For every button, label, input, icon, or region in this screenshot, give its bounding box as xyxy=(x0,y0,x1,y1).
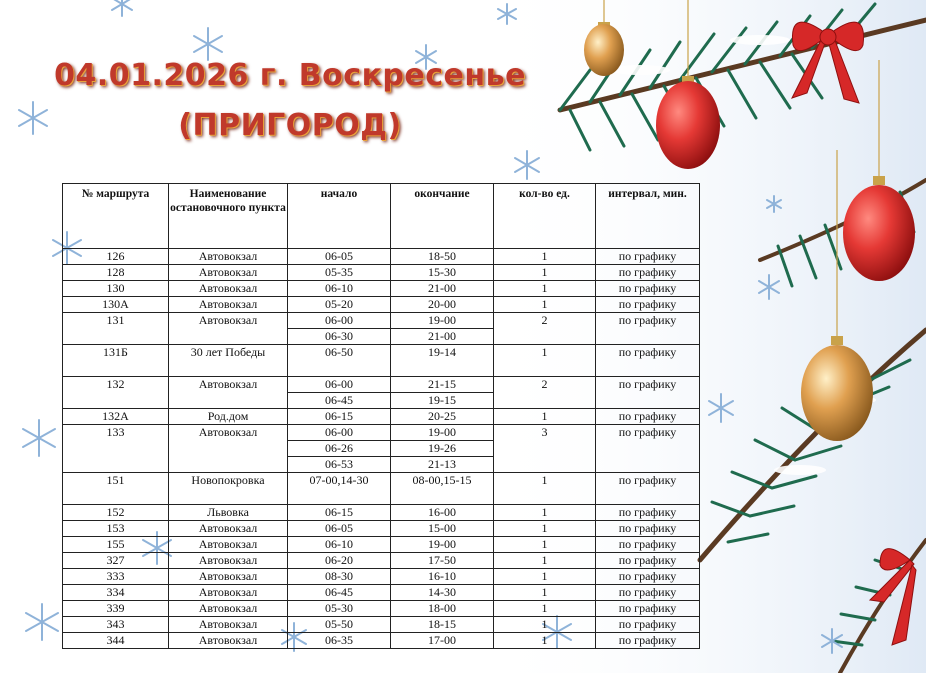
start-time-cell: 05-50 xyxy=(288,617,391,633)
table-row xyxy=(63,569,700,585)
end-time-cell: 14-30 xyxy=(391,585,494,601)
end-time-cell: 20-00 xyxy=(391,297,494,313)
end-time-cell: 19-00 xyxy=(391,537,494,553)
start-time-cell: 06-00 xyxy=(288,377,391,393)
start-time-cell: 06-50 xyxy=(288,345,391,377)
end-time-cell: 18-50 xyxy=(391,249,494,265)
table-row xyxy=(63,281,700,297)
units-count-cell: 1 xyxy=(494,585,596,601)
route-number-cell: 131 xyxy=(63,313,169,345)
route-number-cell: 334 xyxy=(63,585,169,601)
stop-name-cell: Род.дом xyxy=(169,409,288,425)
route-number-cell: 153 xyxy=(63,521,169,537)
start-time-cell: 06-35 xyxy=(288,633,391,649)
units-count-cell: 1 xyxy=(494,537,596,553)
stop-name-cell: 30 лет Победы xyxy=(169,345,288,377)
start-time-cell: 06-45 xyxy=(288,585,391,601)
end-time-cell: 19-26 xyxy=(391,441,494,457)
interval-cell: по графику xyxy=(596,553,700,569)
end-time-cell: 17-50 xyxy=(391,553,494,569)
header-start: начало xyxy=(288,184,391,249)
page-subtitle: (ПРИГОРОД) xyxy=(178,108,402,143)
route-number-cell: 344 xyxy=(63,633,169,649)
end-time-cell: 19-00 xyxy=(391,313,494,329)
interval-cell: по графику xyxy=(596,281,700,297)
header-route: № маршрута xyxy=(63,184,169,249)
interval-cell: по графику xyxy=(596,521,700,537)
interval-cell: по графику xyxy=(596,585,700,601)
units-count-cell: 1 xyxy=(494,569,596,585)
route-number-cell: 133 xyxy=(63,425,169,473)
units-count-cell: 1 xyxy=(494,553,596,569)
header-interval: интервал, мин. xyxy=(596,184,700,249)
end-time-cell: 16-10 xyxy=(391,569,494,585)
start-time-cell: 06-53 xyxy=(288,457,391,473)
stop-name-cell: Автовокзал xyxy=(169,553,288,569)
units-count-cell: 1 xyxy=(494,265,596,281)
start-time-cell: 07-00,14-30 xyxy=(288,473,391,505)
stop-name-cell: Автовокзал xyxy=(169,633,288,649)
table-row xyxy=(63,345,700,377)
end-time-cell: 15-30 xyxy=(391,265,494,281)
stop-name-cell: Автовокзал xyxy=(169,249,288,265)
route-number-cell: 128 xyxy=(63,265,169,281)
route-number-cell: 327 xyxy=(63,553,169,569)
table-row xyxy=(63,377,700,393)
end-time-cell: 19-15 xyxy=(391,393,494,409)
interval-cell: по графику xyxy=(596,297,700,313)
table-row xyxy=(63,553,700,569)
interval-cell: по графику xyxy=(596,425,700,473)
interval-cell: по графику xyxy=(596,265,700,281)
stop-name-cell: Автовокзал xyxy=(169,425,288,473)
route-number-cell: 130А xyxy=(63,297,169,313)
units-count-cell: 1 xyxy=(494,297,596,313)
start-time-cell: 06-00 xyxy=(288,313,391,329)
route-number-cell: 339 xyxy=(63,601,169,617)
route-number-cell: 152 xyxy=(63,505,169,521)
interval-cell: по графику xyxy=(596,249,700,265)
units-count-cell: 1 xyxy=(494,409,596,425)
stop-name-cell: Автовокзал xyxy=(169,281,288,297)
units-count-cell: 1 xyxy=(494,281,596,297)
units-count-cell: 1 xyxy=(494,617,596,633)
route-number-cell: 132 xyxy=(63,377,169,409)
page-title: 04.01.2026 г. Воскресенье xyxy=(54,58,526,93)
end-time-cell: 21-15 xyxy=(391,377,494,393)
stop-name-cell: Автовокзал xyxy=(169,569,288,585)
table-row xyxy=(63,521,700,537)
interval-cell: по графику xyxy=(596,409,700,425)
units-count-cell: 1 xyxy=(494,633,596,649)
route-number-cell: 126 xyxy=(63,249,169,265)
table-row xyxy=(63,585,700,601)
table-row xyxy=(63,249,700,265)
stop-name-cell: Автовокзал xyxy=(169,537,288,553)
end-time-cell: 18-15 xyxy=(391,617,494,633)
route-number-cell: 343 xyxy=(63,617,169,633)
header-stop: Наименование остановочного пункта xyxy=(169,184,288,249)
table-row xyxy=(63,601,700,617)
start-time-cell: 06-00 xyxy=(288,425,391,441)
stop-name-cell: Автовокзал xyxy=(169,617,288,633)
table-row xyxy=(63,425,700,441)
start-time-cell: 06-10 xyxy=(288,537,391,553)
stop-name-cell: Новопокровка xyxy=(169,473,288,505)
units-count-cell: 2 xyxy=(494,313,596,345)
end-time-cell: 08-00,15-15 xyxy=(391,473,494,505)
stop-name-cell: Автовокзал xyxy=(169,297,288,313)
start-time-cell: 05-30 xyxy=(288,601,391,617)
start-time-cell: 05-35 xyxy=(288,265,391,281)
table-row xyxy=(63,617,700,633)
units-count-cell: 1 xyxy=(494,345,596,377)
end-time-cell: 19-14 xyxy=(391,345,494,377)
start-time-cell: 08-30 xyxy=(288,569,391,585)
schedule-table xyxy=(62,183,700,649)
table-header-row xyxy=(63,184,700,249)
route-number-cell: 151 xyxy=(63,473,169,505)
stop-name-cell: Автовокзал xyxy=(169,377,288,409)
start-time-cell: 06-20 xyxy=(288,553,391,569)
interval-cell: по графику xyxy=(596,313,700,345)
route-number-cell: 132А xyxy=(63,409,169,425)
table-row xyxy=(63,537,700,553)
units-count-cell: 1 xyxy=(494,249,596,265)
interval-cell: по графику xyxy=(596,569,700,585)
units-count-cell: 3 xyxy=(494,425,596,473)
end-time-cell: 19-00 xyxy=(391,425,494,441)
units-count-cell: 1 xyxy=(494,601,596,617)
end-time-cell: 15-00 xyxy=(391,521,494,537)
interval-cell: по графику xyxy=(596,345,700,377)
end-time-cell: 18-00 xyxy=(391,601,494,617)
units-count-cell: 1 xyxy=(494,505,596,521)
route-number-cell: 131Б xyxy=(63,345,169,377)
table-row xyxy=(63,265,700,281)
start-time-cell: 06-15 xyxy=(288,505,391,521)
stop-name-cell: Автовокзал xyxy=(169,313,288,345)
interval-cell: по графику xyxy=(596,473,700,505)
stop-name-cell: Львовка xyxy=(169,505,288,521)
table-row xyxy=(63,297,700,313)
start-time-cell: 05-20 xyxy=(288,297,391,313)
start-time-cell: 06-26 xyxy=(288,441,391,457)
route-number-cell: 155 xyxy=(63,537,169,553)
stop-name-cell: Автовокзал xyxy=(169,521,288,537)
stop-name-cell: Автовокзал xyxy=(169,585,288,601)
units-count-cell: 2 xyxy=(494,377,596,409)
end-time-cell: 21-13 xyxy=(391,457,494,473)
interval-cell: по графику xyxy=(596,601,700,617)
table-row xyxy=(63,505,700,521)
interval-cell: по графику xyxy=(596,633,700,649)
route-number-cell: 130 xyxy=(63,281,169,297)
end-time-cell: 21-00 xyxy=(391,281,494,297)
end-time-cell: 16-00 xyxy=(391,505,494,521)
table-row xyxy=(63,313,700,329)
interval-cell: по графику xyxy=(596,537,700,553)
interval-cell: по графику xyxy=(596,617,700,633)
table-row xyxy=(63,633,700,649)
start-time-cell: 06-45 xyxy=(288,393,391,409)
header-units: кол-во ед. xyxy=(494,184,596,249)
end-time-cell: 21-00 xyxy=(391,329,494,345)
units-count-cell: 1 xyxy=(494,473,596,505)
start-time-cell: 06-30 xyxy=(288,329,391,345)
route-number-cell: 333 xyxy=(63,569,169,585)
start-time-cell: 06-05 xyxy=(288,249,391,265)
interval-cell: по графику xyxy=(596,505,700,521)
end-time-cell: 20-25 xyxy=(391,409,494,425)
start-time-cell: 06-05 xyxy=(288,521,391,537)
stop-name-cell: Автовокзал xyxy=(169,601,288,617)
table-row xyxy=(63,473,700,505)
start-time-cell: 06-10 xyxy=(288,281,391,297)
units-count-cell: 1 xyxy=(494,521,596,537)
header-end: окончание xyxy=(391,184,494,249)
table-row xyxy=(63,409,700,425)
start-time-cell: 06-15 xyxy=(288,409,391,425)
end-time-cell: 17-00 xyxy=(391,633,494,649)
stop-name-cell: Автовокзал xyxy=(169,265,288,281)
interval-cell: по графику xyxy=(596,377,700,409)
